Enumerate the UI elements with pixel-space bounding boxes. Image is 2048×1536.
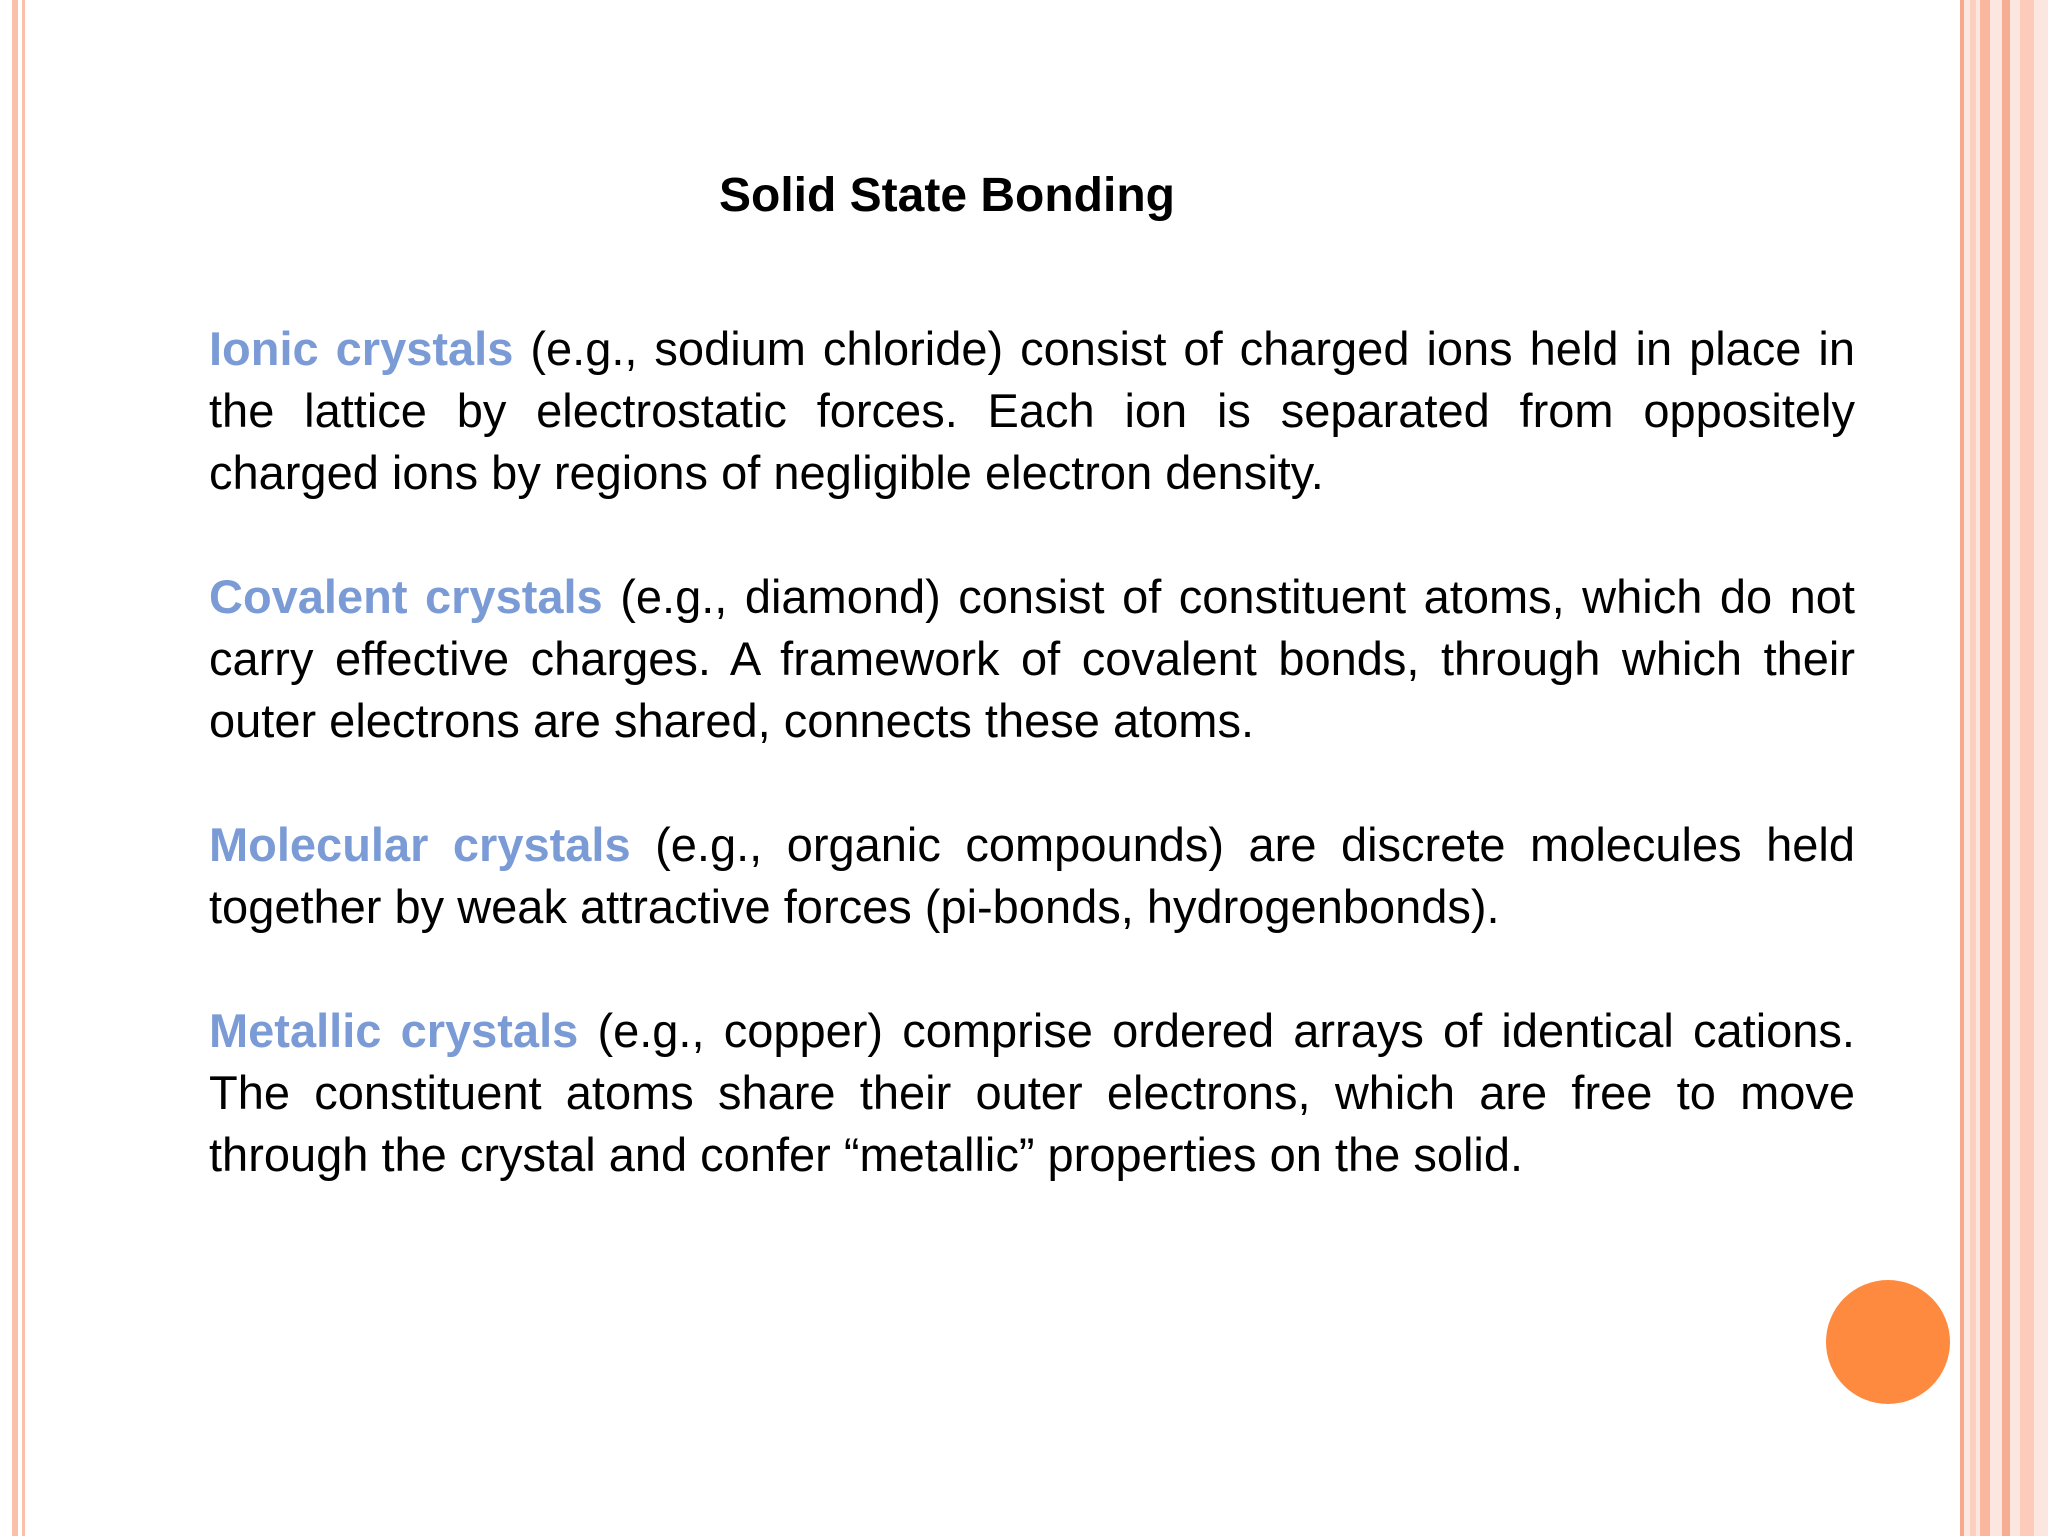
right-border-stripe (2020, 0, 2034, 1536)
left-border-stripe (22, 0, 25, 1536)
paragraph-molecular (209, 814, 1855, 938)
paragraph-ionic (209, 318, 1855, 504)
term-molecular: Molecular crystals (209, 818, 631, 871)
decorative-orange-circle (1826, 1280, 1950, 1404)
paragraph-text: (e.g., organic compounds) are discrete molecules held together by weak attractive forces (pi-bonds, hydrogenbonds). (209, 818, 1856, 933)
paragraph-text: (e.g., copper) comprise ordered arrays of identical cations. The constituent atoms share their outer electrons, which are free to move through the crystal and confer “metallic” properties on the solid. (209, 1004, 1855, 1181)
paragraph-metallic (209, 1000, 1855, 1186)
left-border-stripe (12, 0, 18, 1536)
term-covalent: Covalent crystals (209, 570, 603, 623)
paragraph-covalent (209, 566, 1855, 752)
term-ionic: Ionic crystals (209, 322, 514, 375)
right-border-stripe (1960, 0, 1964, 1536)
term-metallic: Metallic crystals (209, 1004, 579, 1057)
right-border-stripe (1980, 0, 1990, 1536)
right-border-stripe (1970, 0, 1976, 1536)
paragraph-text: (e.g., diamond) consist of constituent atoms, which do not carry effective charges. A framework of covalent bonds, through which their outer electrons are shared, connects these atoms. (209, 570, 1855, 747)
slide-title: Solid State Bonding (719, 169, 1175, 222)
slide-body (209, 318, 1855, 1248)
right-border-stripe (2002, 0, 2010, 1536)
paragraph-text: (e.g., sodium chloride) consist of charged ions held in place in the lattice by electrostatic forces. Each ion is separated from oppositely charged ions by regions of negligible electron density. (209, 322, 1855, 499)
